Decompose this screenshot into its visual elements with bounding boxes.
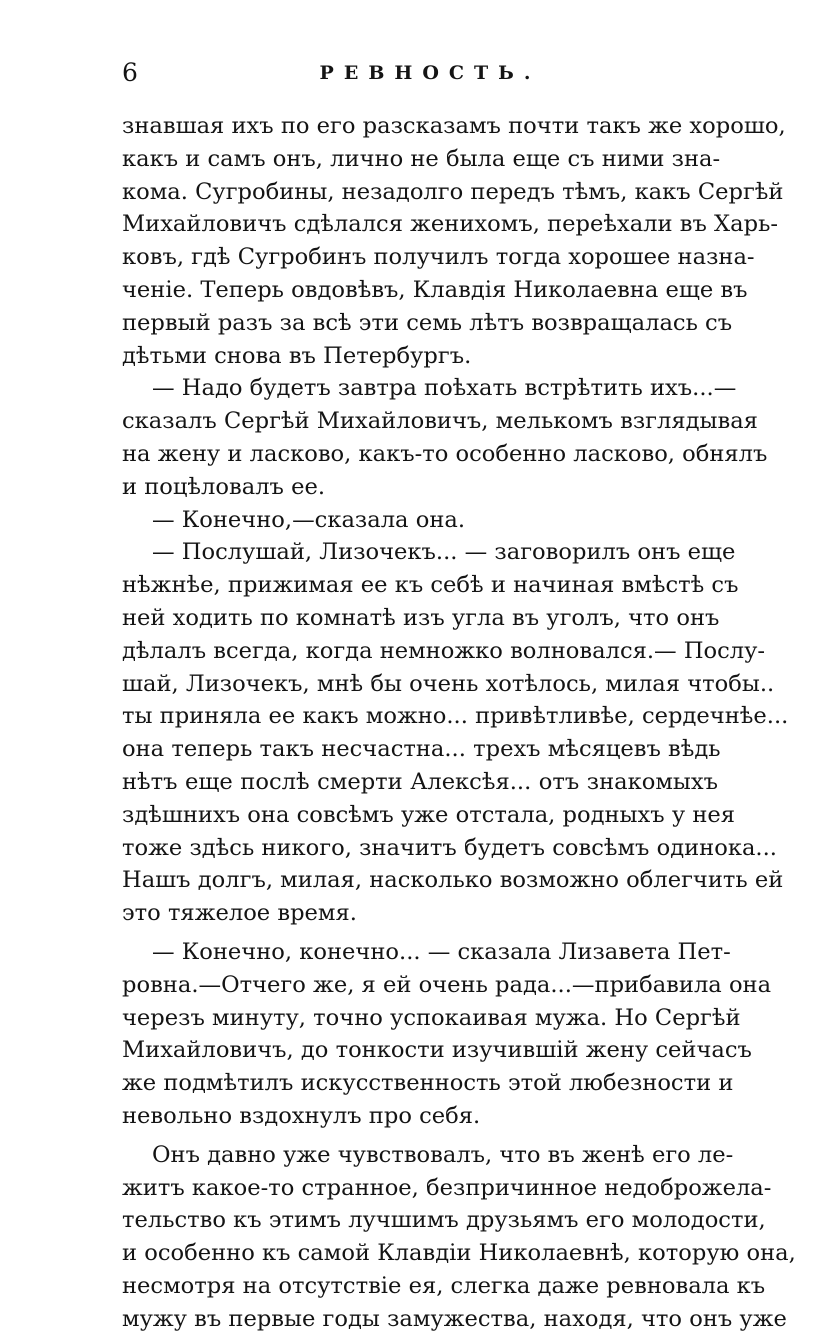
text-line: ченіе. Теперь овдовѣвъ, Клавдія Николаевна еще въ <box>122 276 748 303</box>
text-line: житъ какое-то странное, безпричинное недоброжела- <box>122 1174 772 1201</box>
text-line: какъ и самъ онъ, лично не была еще съ ними зна- <box>122 145 721 172</box>
text-line: нѣжнѣе, прижимая ее къ себѣ и начиная вмѣстѣ съ <box>122 572 739 599</box>
text-line: кома. Сугробины, незадолго передъ тѣмъ, какъ Сергѣй <box>122 178 784 205</box>
text-line: тоже здѣсь никого, значитъ будетъ совсѣмъ одинока... <box>122 834 777 861</box>
text-line: она теперь такъ несчастна... трехъ мѣсяцевъ вѣдь <box>122 736 721 763</box>
text-line: знавшая ихъ по его разсказамъ почти такъ же хорошо, <box>122 113 786 139</box>
text-line: ты приняла ее какъ можно... привѣтливѣе, сердечнѣе... <box>122 703 789 730</box>
text-line: шай, Лизочекъ, мнѣ бы очень хотѣлось, милая чтобы.. <box>122 670 775 697</box>
text-line: ровна.—Отчего же, я ей очень рада...—прибавила она <box>122 971 772 998</box>
text-line: Нашъ долгъ, милая, насколько возможно облегчить ей <box>122 867 784 894</box>
text-line: — Конечно,—сказала она. <box>152 506 466 533</box>
text-line: тельство къ этимъ лучшимъ друзьямъ его молодости, <box>122 1207 766 1234</box>
running-head <box>122 58 718 88</box>
text-line: — Послушай, Лизочекъ... — заговорилъ онъ еще <box>152 539 736 566</box>
text-line: сказалъ Сергѣй Михайловичъ, мелькомъ взглядывая <box>122 408 758 435</box>
text-line: невольно вздохнулъ про себя. <box>122 1102 481 1129</box>
text-line: и поцѣловалъ ее. <box>122 473 326 500</box>
text-line: на жену и ласково, какъ-то особенно ласково, обнялъ <box>122 440 768 467</box>
text-line: Онъ давно уже чувствовалъ, что въ женѣ его ле- <box>152 1141 734 1168</box>
text-line: Михайловичъ сдѣлался женихомъ, переѣхали въ Харь- <box>122 211 779 238</box>
text-line: ковъ, гдѣ Сугробинъ получилъ тогда хорошее назна- <box>122 244 755 271</box>
chapter-title: РЕВНОСТЬ. <box>319 62 541 84</box>
text-line: дѣтьми снова въ Петербургъ. <box>122 342 472 369</box>
text-line: мужу въ первые годы замужества, находя, что онъ уже <box>122 1305 787 1332</box>
text-line: Михайловичъ, до тонкости изучившій жену сейчасъ <box>122 1037 752 1064</box>
text-line: и особенно къ самой Клавдіи Николаевнѣ, которую она, <box>122 1240 796 1267</box>
text-line: же подмѣтилъ искусственность этой любезности и <box>122 1070 734 1097</box>
text-line: — Надо будетъ завтра поѣхать встрѣтить ихъ...— <box>152 375 737 402</box>
text-line: несмотря на отсутствіе ея, слегка даже ревновала къ <box>122 1272 766 1299</box>
text-line: — Конечно, конечно... — сказала Лизавета Пет- <box>152 938 731 965</box>
text-line: черезъ минуту, точно успокаивая мужа. Но Сергѣй <box>122 1004 741 1031</box>
text-line: ней ходить по комнатѣ изъ угла въ уголъ, что онъ <box>122 604 720 631</box>
text-line: нѣтъ еще послѣ смерти Алексѣя... отъ знакомыхъ <box>122 768 718 795</box>
text-line: дѣлалъ всегда, когда немножко волновался.— Послу- <box>122 637 766 664</box>
text-line: здѣшнихъ она совсѣмъ уже отстала, родныхъ у нея <box>122 801 735 828</box>
text-line: это тяжелое время. <box>122 900 357 927</box>
page-number: 6 <box>122 58 138 87</box>
body-text <box>122 110 796 1335</box>
text-line: первый разъ за всѣ эти семь лѣтъ возвращалась съ <box>122 309 733 336</box>
